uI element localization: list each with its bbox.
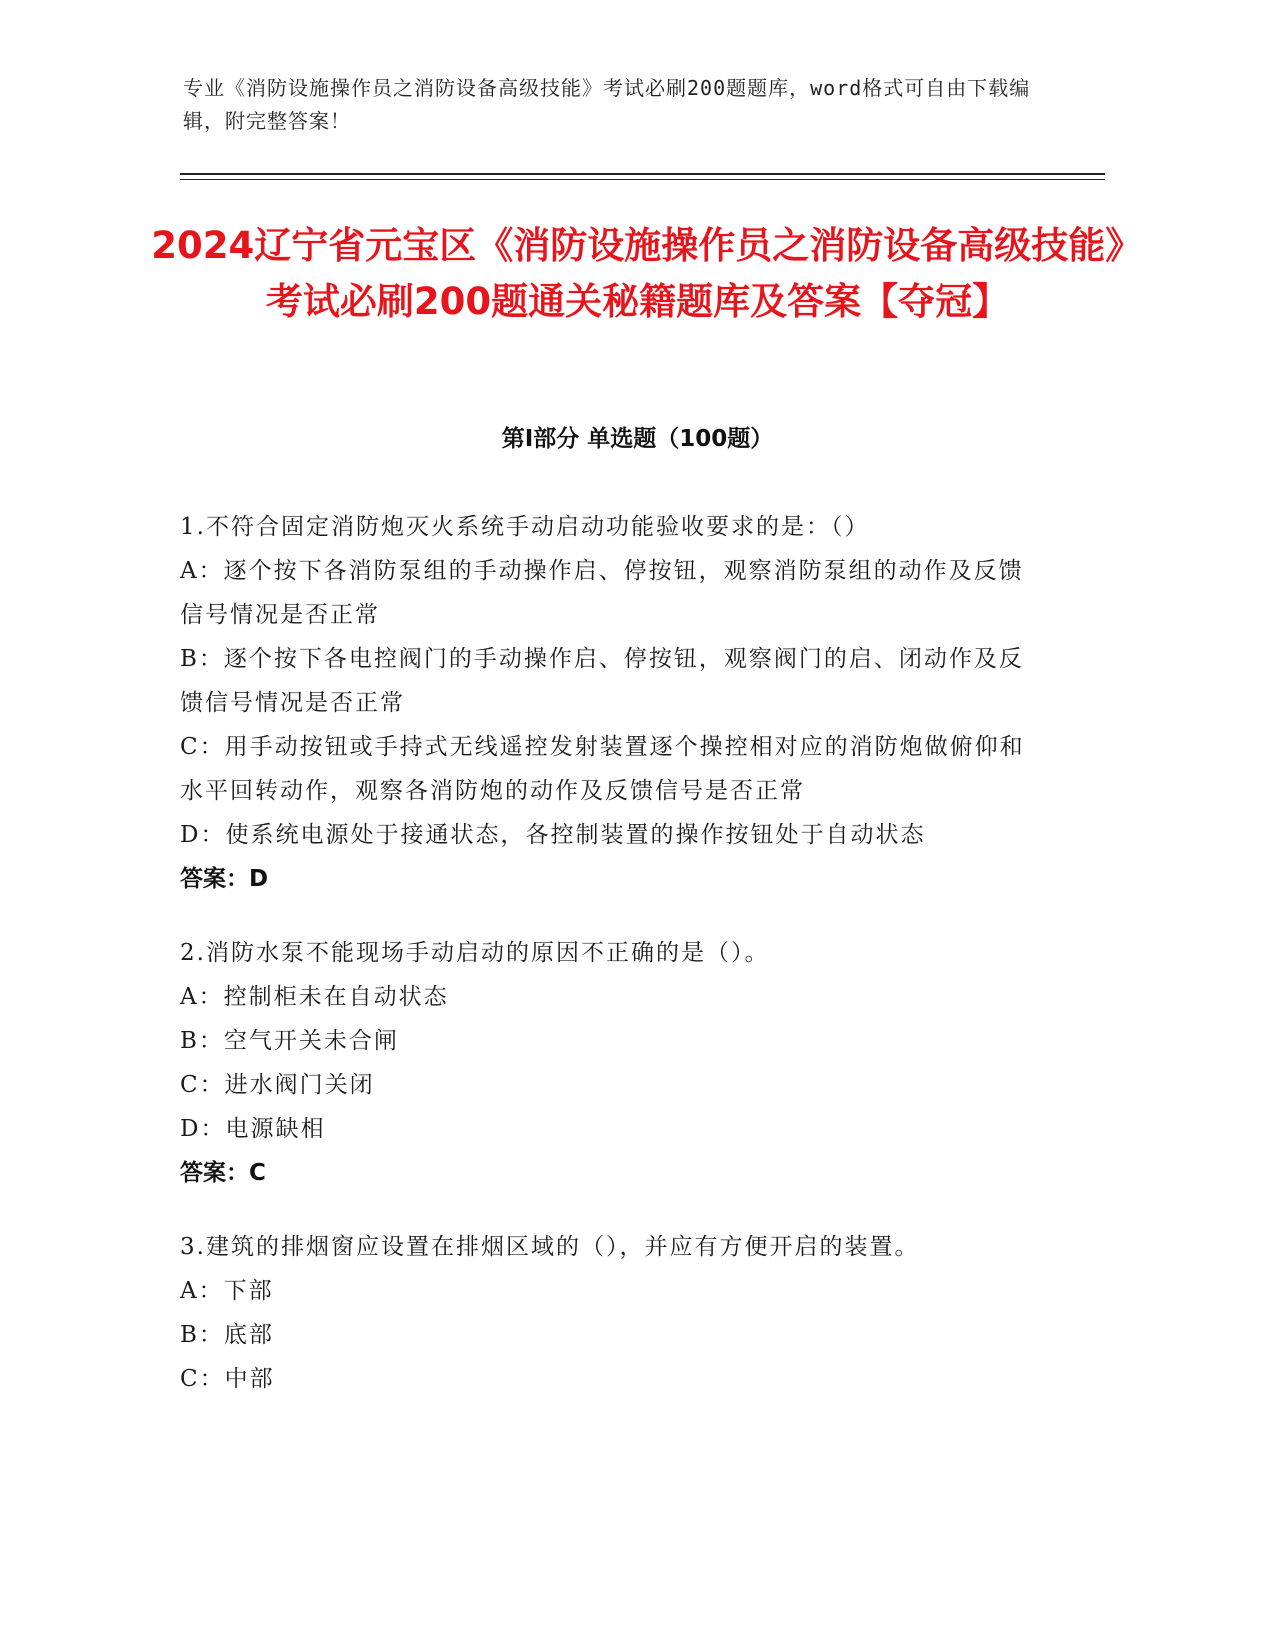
option-b: B：底部	[180, 1322, 274, 1348]
question-2	[180, 931, 1040, 1195]
section-heading: 第Ⅰ部分 单选题（100题）	[501, 426, 774, 452]
document-intro: 专业《消防设施操作员之消防设备高级技能》考试必刷200题题库，word格式可自由下载编辑，附完整答案！	[183, 76, 1031, 133]
question-3	[180, 1225, 1040, 1401]
option-c: C：进水阀门关闭	[180, 1072, 375, 1098]
header-divider-thin	[180, 179, 1105, 180]
option-b: B：逐个按下各电控阀门的手动操作启、停按钮，观察阀门的启、闭动作及反馈信号情况是否正常	[180, 646, 1024, 716]
option-c: C：中部	[180, 1366, 275, 1392]
question-list	[180, 505, 1040, 1431]
answer: 答案：C	[180, 1160, 266, 1186]
option-a: A：下部	[180, 1278, 274, 1304]
option-c: C：用手动按钮或手持式无线遥控发射装置逐个操控相对应的消防炮做俯仰和水平回转动作，观察各消防炮的动作及反馈信号是否正常	[180, 734, 1025, 804]
document-title: 2024辽宁省元宝区《消防设施操作员之消防设备高级技能》考试必刷200题通关秘籍题库及答案【夺冠】	[151, 224, 1124, 323]
option-d: D：使系统电源处于接通状态，各控制装置的操作按钮处于自动状态	[180, 822, 926, 848]
option-d: D：电源缺相	[180, 1116, 326, 1142]
option-b: B：空气开关未合闸	[180, 1028, 399, 1054]
option-a: A：逐个按下各消防泵组的手动操作启、停按钮，观察消防泵组的动作及反馈信号情况是否正常	[180, 558, 1024, 628]
question-stem: 1.不符合固定消防炮灭火系统手动启动功能验收要求的是：（）	[180, 514, 870, 540]
question-1	[180, 505, 1040, 901]
option-a: A：控制柜未在自动状态	[180, 984, 449, 1010]
header-divider	[180, 173, 1105, 175]
answer: 答案：D	[180, 866, 269, 892]
question-stem: 2.消防水泵不能现场手动启动的原因不正确的是（）。	[180, 940, 770, 966]
question-stem: 3.建筑的排烟窗应设置在排烟区域的（），并应有方便开启的装置。	[180, 1234, 920, 1260]
